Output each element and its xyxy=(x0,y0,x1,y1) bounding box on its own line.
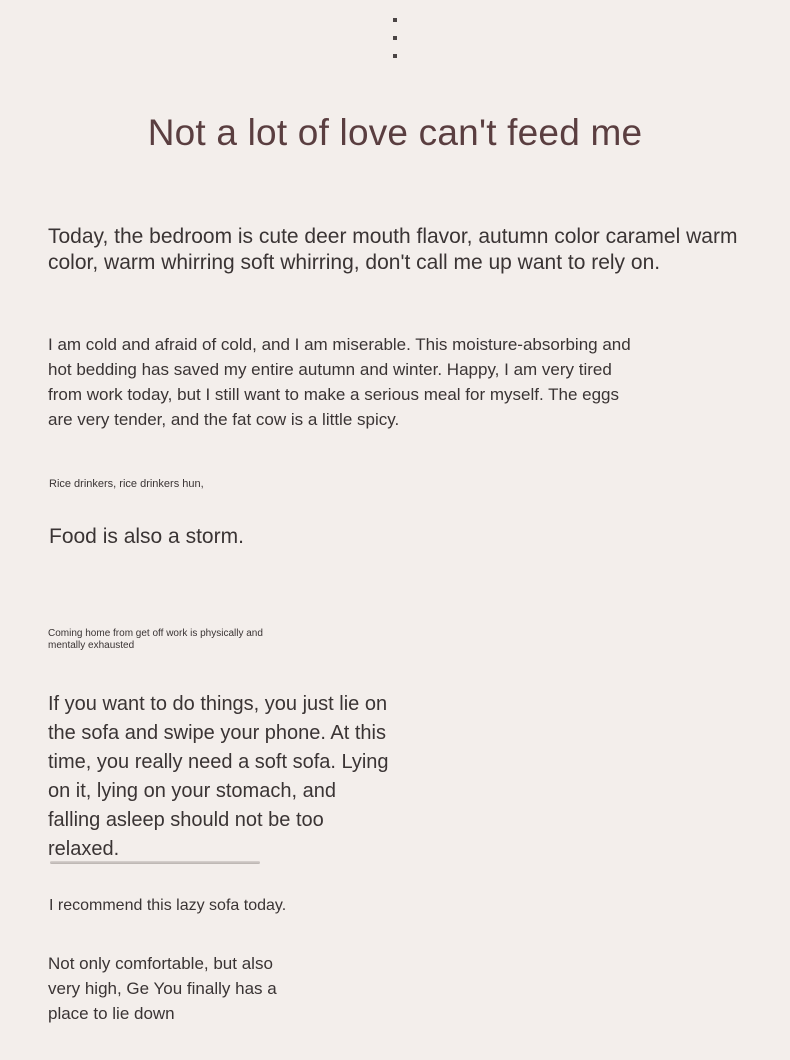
small-note-rice: Rice drinkers, rice drinkers hun, xyxy=(49,478,204,490)
dot xyxy=(393,36,397,40)
page-title: Not a lot of love can't feed me xyxy=(147,112,643,153)
closing-paragraph: Not only comfortable, but also very high, Ge You finally has a place to lie down xyxy=(48,954,277,1023)
dot xyxy=(393,18,397,22)
intro-text: Today, the bedroom is cute deer mouth flavor, autumn color caramel warm color, warm whirring soft whirring, don't call me up want to rely on. xyxy=(48,225,738,274)
sofa-paragraph: If you want to do things, you just lie on the sofa and swipe your phone. At this time, you really need a soft sofa. Lying on it, lying on your stomach, and falling asleep should not be too relaxed. xyxy=(48,693,389,860)
recommend-line: I recommend this lazy sofa today. xyxy=(49,897,287,914)
dot xyxy=(393,54,397,58)
food-line: Food is also a storm. xyxy=(49,525,244,548)
decorative-underline xyxy=(50,861,260,864)
vertical-dots-icon xyxy=(393,18,399,72)
paragraph-bedding: I am cold and afraid of cold, and I am miserable. This moisture-absorbing and hot bedding has saved my entire autumn and winter. Happy, I am very tired from work today, but I still want to make a serious meal for myself. The eggs are very tender, and the fat cow is a little spicy. xyxy=(48,335,631,429)
small-note-work: Coming home from get off work is physically and mentally exhausted xyxy=(48,628,263,651)
